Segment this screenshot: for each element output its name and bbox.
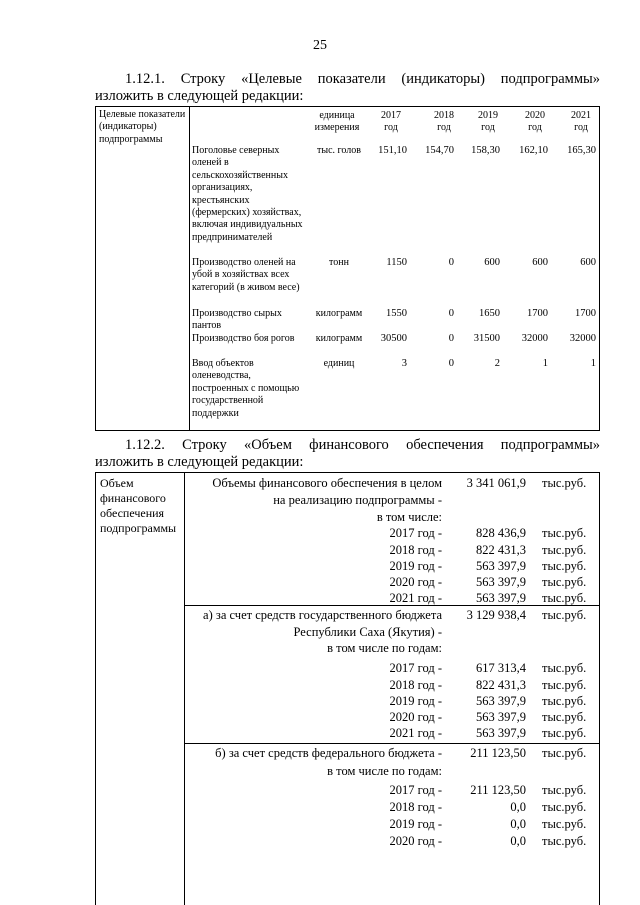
table-label: Объем финансового обеспечения подпрограммы <box>100 476 177 535</box>
year-label: 2017 год - <box>389 526 442 540</box>
year-amount: 563 397,9 <box>476 559 526 573</box>
indicator-value: 600 <box>580 257 596 268</box>
year-label: 2021 год - <box>389 591 442 605</box>
total-amount: 3 341 061,9 <box>466 476 526 490</box>
year-amount: 0,0 <box>510 834 526 848</box>
indicator-name: Производство оленей на убой в хозяйствах всех категорий (в живом весе) <box>192 257 300 293</box>
unit-label: тыс.руб. <box>542 834 587 848</box>
indicator-unit: единиц <box>323 358 355 369</box>
indicator-value: 2 <box>494 358 500 369</box>
year-amount: 563 397,9 <box>476 710 526 724</box>
unit-label: тыс.руб. <box>542 817 587 831</box>
unit-label: тыс.руб. <box>542 526 587 540</box>
indicator-unit: тыс. голов <box>317 145 361 156</box>
section-2-text-line1: Строку «Объем финансового обеспечения подпрограммы» <box>182 437 601 453</box>
year-amount: 0,0 <box>510 800 526 814</box>
year-label: 2019 год - <box>389 817 442 831</box>
table-divider <box>184 473 185 905</box>
indicator-value: 151,10 <box>378 145 407 156</box>
indicator-value: 32000 <box>569 333 596 344</box>
federal-line: б) за счет средств федерального бюджета - <box>215 746 442 760</box>
table-divider <box>189 107 190 430</box>
section-2-heading <box>95 437 600 471</box>
indicator-value: 1 <box>542 358 548 369</box>
unit-label: тыс.руб. <box>542 726 587 740</box>
year-label: 2019 год - <box>389 694 442 708</box>
indicator-value: 600 <box>532 257 548 268</box>
year-amount: 822 431,3 <box>476 678 526 692</box>
section-1-heading <box>95 71 600 105</box>
year-label: 2018 год - <box>389 678 442 692</box>
unit-label: тыс.руб. <box>542 746 587 760</box>
indicator-value: 600 <box>484 257 500 268</box>
total-line: на реализацию подпрограммы - <box>273 493 442 507</box>
state-line: в том числе по годам: <box>327 641 442 655</box>
indicator-value: 1150 <box>386 257 407 268</box>
indicator-value: 154,70 <box>425 145 454 156</box>
year-amount: 617 313,4 <box>476 661 526 675</box>
page-number: 25 <box>313 38 327 53</box>
indicator-value: 0 <box>448 308 454 319</box>
year-label: 2021 год - <box>389 726 442 740</box>
year-amount: 0,0 <box>510 817 526 831</box>
indicator-value: 165,30 <box>567 145 596 156</box>
indicator-value: 0 <box>448 257 454 268</box>
unit-label: тыс.руб. <box>542 694 587 708</box>
section-2-number: 1.12.2. <box>125 437 165 453</box>
state-amount: 3 129 938,4 <box>466 608 526 622</box>
unit-label: тыс.руб. <box>542 543 587 557</box>
section-1-text-line2: изложить в следующей редакции: <box>95 88 304 104</box>
year-label: 2017 год - <box>389 783 442 797</box>
year-amount: 563 397,9 <box>476 726 526 740</box>
state-line: Республики Саха (Якутия) - <box>293 625 442 639</box>
indicator-value: 0 <box>448 333 454 344</box>
row-divider <box>184 743 599 744</box>
indicator-value: 1700 <box>575 308 596 319</box>
year-label: 2020 год - <box>389 834 442 848</box>
indicator-unit: килограмм <box>315 308 363 319</box>
year-label: 2018 год - <box>389 543 442 557</box>
indicator-value: 32000 <box>521 333 548 344</box>
indicator-value: 1650 <box>479 308 500 319</box>
year-amount: 211 123,50 <box>470 783 526 797</box>
section-1-text-line1: Строку «Целевые показатели (индикаторы) подпрограммы» <box>180 71 600 87</box>
financing-table <box>95 472 600 905</box>
unit-label: тыс.руб. <box>542 476 587 490</box>
federal-line: в том числе по годам: <box>327 764 442 778</box>
indicator-name: Ввод объектов оленеводства, построенных с помощью государственной поддержки <box>192 358 300 419</box>
section-2-text-line2: изложить в следующей редакции: <box>95 454 304 470</box>
indicator-name: Производство боя рогов <box>192 333 295 344</box>
indicator-value: 158,30 <box>471 145 500 156</box>
indicator-value: 3 <box>401 358 407 369</box>
year-label: 2019 год - <box>389 559 442 573</box>
unit-label: тыс.руб. <box>542 575 587 589</box>
unit-label: тыс.руб. <box>542 559 587 573</box>
indicator-value: 1 <box>590 358 596 369</box>
table-label: Целевые показатели (индикаторы) подпрограммы <box>99 109 186 145</box>
total-line: в том числе: <box>376 510 442 524</box>
state-line: а) за счет средств государственного бюджета <box>203 608 442 622</box>
unit-label: тыс.руб. <box>542 783 587 797</box>
unit-label: тыс.руб. <box>542 678 587 692</box>
year-header: 2018 год <box>434 110 454 133</box>
year-header: 2019 год <box>478 110 498 133</box>
federal-amount: 211 123,50 <box>470 746 526 760</box>
year-header: 2020 год <box>525 110 545 133</box>
indicator-value: 30500 <box>380 333 407 344</box>
unit-label: тыс.руб. <box>542 710 587 724</box>
indicator-value: 1700 <box>527 308 548 319</box>
year-amount: 563 397,9 <box>476 694 526 708</box>
total-line: Объемы финансового обеспечения в целом <box>212 476 442 490</box>
unit-label: тыс.руб. <box>542 800 587 814</box>
indicator-value: 162,10 <box>519 145 548 156</box>
year-label: 2017 год - <box>389 661 442 675</box>
indicator-unit: тонн <box>329 257 349 268</box>
unit-header: единица измерения <box>314 110 360 133</box>
indicator-value: 1550 <box>386 308 407 319</box>
unit-label: тыс.руб. <box>542 661 587 675</box>
indicator-unit: килограмм <box>315 333 363 344</box>
indicator-value: 31500 <box>473 333 500 344</box>
target-indicators-table <box>95 106 600 431</box>
indicator-name: Поголовье северных оленей в сельскохозяйственных организациях, крестьянских (фермерских) хозяйствах, включая индивидуальных предпринимателей <box>192 145 303 243</box>
year-label: 2018 год - <box>389 800 442 814</box>
year-amount: 822 431,3 <box>476 543 526 557</box>
year-header: 2017 год <box>381 110 401 133</box>
unit-label: тыс.руб. <box>542 608 587 622</box>
year-label: 2020 год - <box>389 575 442 589</box>
year-amount: 828 436,9 <box>476 526 526 540</box>
indicator-value: 0 <box>448 358 454 369</box>
year-header: 2021 год <box>571 110 591 133</box>
year-amount: 563 397,9 <box>476 591 526 605</box>
section-1-number: 1.12.1. <box>125 71 165 87</box>
indicator-name: Производство сырых пантов <box>192 308 282 332</box>
year-amount: 563 397,9 <box>476 575 526 589</box>
year-label: 2020 год - <box>389 710 442 724</box>
unit-label: тыс.руб. <box>542 591 587 605</box>
